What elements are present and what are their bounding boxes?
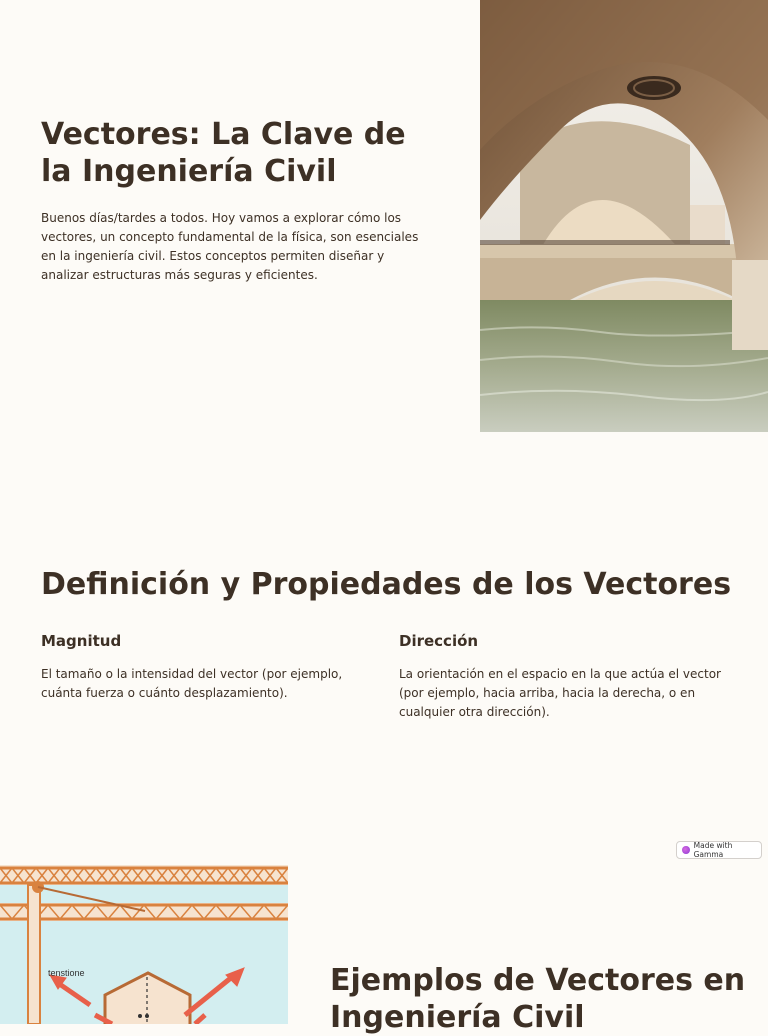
badge-label: Made with Gamma <box>693 841 733 859</box>
slide1-intro-text: Buenos días/tardes a todos. Hoy vamos a explorar cómo los vectores, un concepto fundamental de la física, son esenciales en la ingeniería civil. Estos conceptos permiten diseñar y analizar estructuras más seguras y eficientes. <box>41 211 419 282</box>
crane-vector-illustration <box>0 865 288 1024</box>
direction-heading: Dirección <box>399 632 479 650</box>
magnitude-text: El tamaño o la intensidad del vector (por ejemplo, cuánta fuerza o cuánto desplazamiento). <box>41 667 343 700</box>
tension-label: tenstione <box>48 968 85 978</box>
slide1-title: Vectores: La Clave de la Ingeniería Civil <box>41 117 406 189</box>
direction-text: La orientación en el espacio en la que actúa el vector (por ejemplo, hacia arriba, hacia la derecha, o en cualquier otra dirección). <box>399 667 721 719</box>
bridge-photo <box>480 0 768 432</box>
magnitude-heading: Magnitud <box>41 632 122 650</box>
slide3-title: Ejemplos de Vectores en Ingeniería Civil <box>330 963 746 1035</box>
made-with-gamma-badge[interactable] <box>676 841 762 859</box>
gamma-logo-icon <box>682 846 690 854</box>
slide2-title: Definición y Propiedades de los Vectores <box>41 567 732 602</box>
